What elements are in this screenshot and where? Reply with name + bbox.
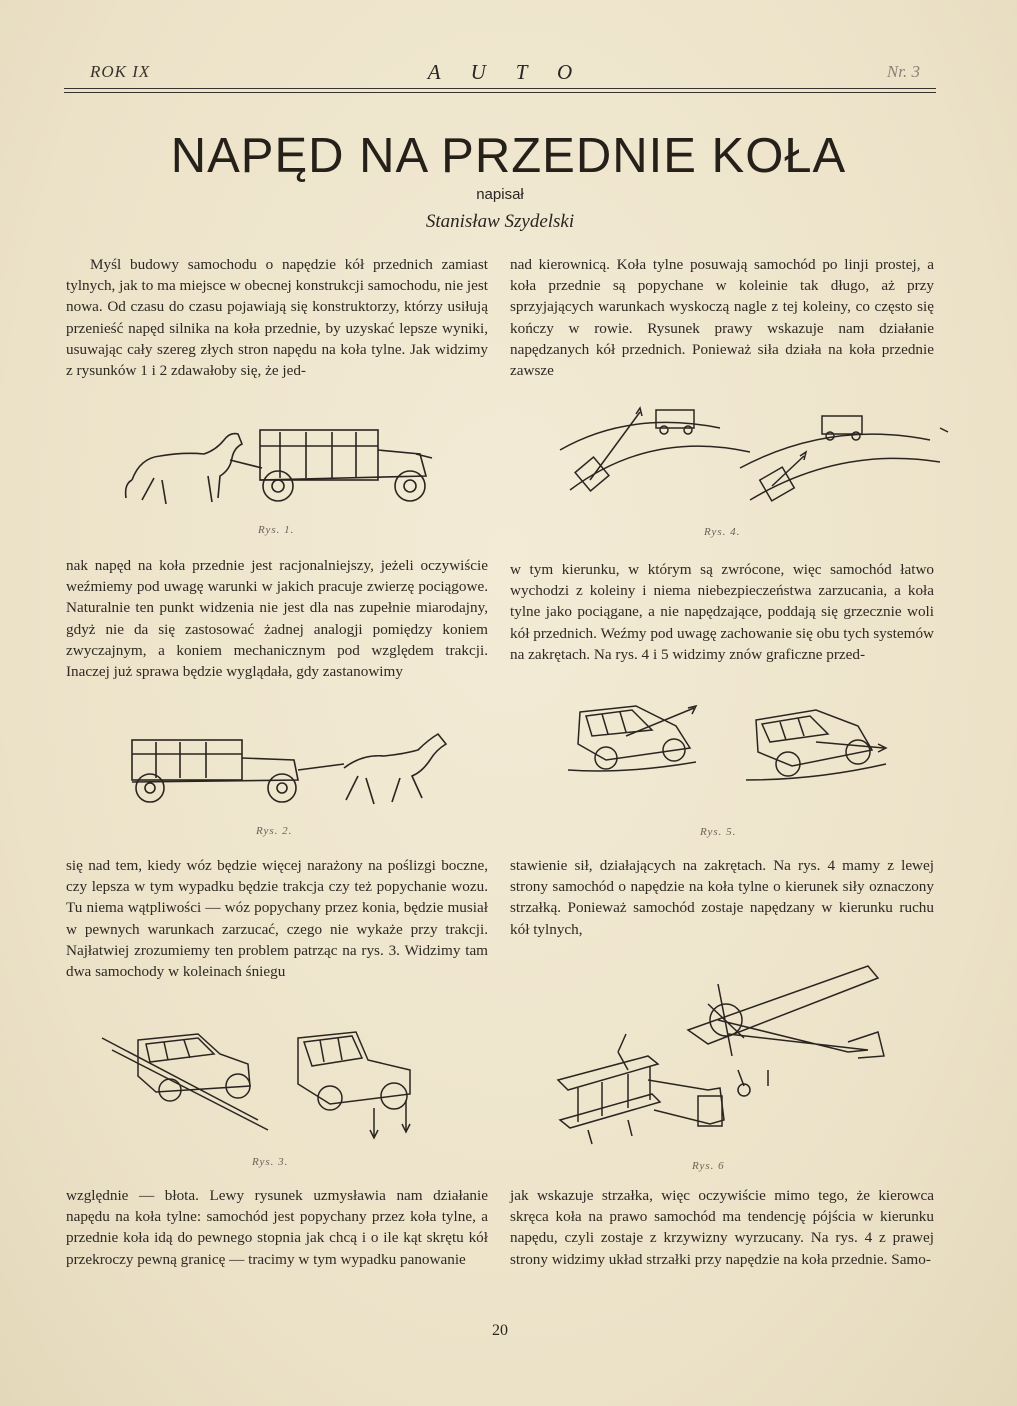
figure-1-horse-pulling-car [120, 420, 440, 512]
caption-rys-5: Rys. 5. [700, 826, 737, 838]
figure-2-car-behind-horse [122, 724, 452, 810]
figure-5-cars-force-arrows [566, 700, 896, 796]
caption-rys-6: Rys. 6 [692, 1160, 725, 1172]
figure-3-cars-in-ruts [98, 1020, 428, 1144]
paragraph-8: jak wskazuje strzałka, więc oczywiście mimo tego, że kierowca skręca koła na prawo samochód ma tendencję pójścia w kierunku napędu, czyli zostaje z krzywizny wyrzucany. Na rys. 4 z prawej strony widzimy układ strzałki przy napędzie na koła przednie. Samo- [510, 1187, 934, 1268]
article-author: Stanisław Szydelski [425, 211, 575, 232]
header-rule [64, 88, 936, 89]
caption-rys-3: Rys. 3. [252, 1156, 289, 1168]
page-number: 20 [492, 1322, 508, 1339]
paragraph-2: nak napęd na koła przednie jest racjonalniejszy, jeżeli oczywiście weźmiemy pod uwagę warunki w jakich pracuje zwierzę pociągowe. Naturalnie ten punkt widzenia nie jest dla nas zupełnie miarodajny, gdyż nie da się zastosować żadnej analogji pomiędzy koniem zwyczajnym, a koniem mechanicznym pod względem trakcji. Inaczej już sprawa będzie wyglądała, gdy zastanowimy [66, 557, 488, 681]
caption-rys-1: Rys. 1. [258, 524, 295, 536]
article-byline: napisał [476, 186, 524, 203]
paragraph-6: w tym kierunku, w którym są zwrócone, więc samochód łatwo wychodzi z koleiny i niema niebezpieczeństwa zarzucania, a koła tylne jako pociągane, a nie napędzające, poddają się grzecznie woli kół przednich. Weźmy pod uwagę zachowanie się obu tych systemów na zakrętach. Na rys. 4 i 5 widzimy znów graficzne przed- [510, 561, 934, 663]
header-rule-thin [64, 92, 936, 93]
paragraph-3: się nad tem, kiedy wóz będzie więcej narażony na poślizgi boczne, czy lepsza w tym wypadku będzie trakcja czy też popychanie wozu. Tu niema wątpliwości — wóz popychany przez konia, będzie musiał w pewnych warunkach zarzucać, czego nie wykaże przy trakcji. Najłatwiej zrozumiemy ten problem patrząc na rys. 3. Widzimy tam dwa samochody w koleinach śniegu [66, 857, 488, 981]
header-magazine-name: AUTO [427, 60, 603, 84]
caption-rys-4: Rys. 4. [704, 526, 741, 538]
header-volume: ROK IX [90, 62, 151, 81]
paragraph-7: stawienie sił, działających na zakrętach. Na rys. 4 mamy z lewej strony samochód o napędzie na koła tylne o kierunek siły oznaczony strzałką. Ponieważ samochód zostaje napędzany w kierunku ruchu kół tylnych, [510, 857, 934, 938]
caption-rys-2: Rys. 2. [256, 825, 293, 837]
paragraph-4: względnie — błota. Lewy rysunek uzmysławia nam działanie napędu na koła tylne: samochód jest popychany przez koła tylne, a przednie koła idą do pewnego stopnia jak chcą i o ile kąt skrętu kół przekroczy pewną granicę — tracimy w tym wypadku panowanie [66, 1187, 488, 1268]
figure-6-airplanes [548, 960, 898, 1150]
paragraph-1: Myśl budowy samochodu o napędzie kół przednich zamiast tylnych, jak to ma miejsce w obecnej konstrukcji samochodu, nie jest nowa. Od czasu do czasu pojawiają się konstruktorzy, którzy usiłują przenieść napęd silnika na koła przednie, by uzyskać lepsze wyniki, usuwając cały szereg złych stron napędu na koła tylne. Jak widzimy z rysunków 1 i 2 zdawałoby się, że jed- [66, 256, 488, 380]
paragraph-5: nad kierownicą. Koła tylne posuwają samochód po linji prostej, a koła przednie są popychane w koleinie tak długo, aż przy sprzyjających warunkach wyskoczą nagle z tej koleiny, co często się kończy w rowie. Rysunek prawy wskazuje nam działanie napędzanych kół przednich. Ponieważ siła działa na koła przednie zawsze [510, 256, 934, 380]
running-header [64, 62, 936, 88]
header-issue-number: Nr. 3 [886, 62, 920, 81]
article-title: NAPĘD NA PRZEDNIE KOŁA [170, 129, 847, 183]
figure-4-cornering-forces [540, 400, 950, 518]
